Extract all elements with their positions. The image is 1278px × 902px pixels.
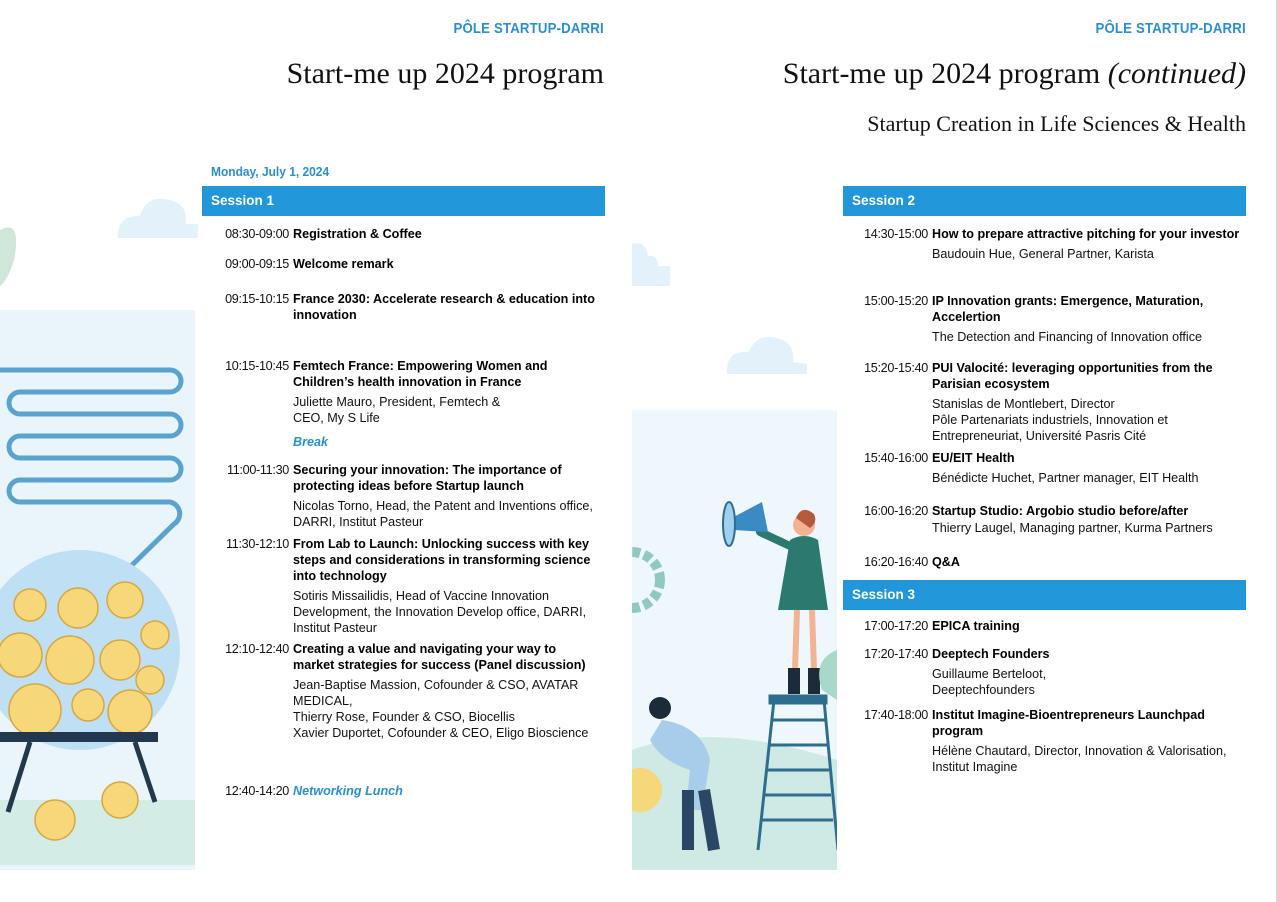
item-speaker: Guillaume Berteloot, Deeptechfounders	[932, 667, 1047, 697]
title-continued: (continued)	[1107, 57, 1246, 90]
item-time: 10:15-10:45	[225, 359, 289, 373]
page-title	[783, 57, 1246, 91]
page-subtitle: Startup Creation in Life Sciences & Health	[867, 111, 1246, 136]
item-time: 09:00-09:15	[225, 257, 289, 271]
cloud-icon	[727, 337, 807, 374]
brand-label: PÔLE STARTUP-DARRI	[1095, 20, 1246, 37]
item-time: 08:30-09:00	[225, 227, 289, 241]
item-time: 16:20-16:40	[864, 555, 928, 569]
item-title: Welcome remark	[293, 257, 394, 271]
item-title: Securing your innovation: The importance of protecting ideas before Startup launch	[293, 463, 562, 493]
item-speaker: Nicolas Torno, Head, the Patent and Inventions office, DARRI, Institut Pasteur	[293, 499, 593, 529]
item-time: 17:00-17:20	[864, 619, 928, 633]
item-title: EU/EIT Health	[932, 451, 1015, 465]
item-title: Startup Studio: Argobio studio before/after	[932, 504, 1189, 518]
item-title: How to prepare attractive pitching for your investor	[932, 227, 1240, 241]
leaf-icon	[0, 227, 16, 286]
item-title: Femtech France: Empowering Women and Children’s health innovation in France	[293, 359, 548, 389]
item-speaker: Hélène Chautard, Director, Innovation & Valorisation, Institut Imagine	[932, 744, 1227, 774]
session-1-header: Session 1	[202, 186, 605, 216]
item-time: 11:00-11:30	[226, 463, 289, 477]
item-time: 12:40-14:20	[225, 784, 289, 798]
item-time: 17:20-17:40	[864, 647, 928, 661]
lunch-label: Networking Lunch	[293, 784, 403, 798]
item-speaker: Thierry Laugel, Managing partner, Kurma Partners	[932, 521, 1213, 535]
program-date: Monday, July 1, 2024	[211, 164, 330, 179]
item-title: EPICA training	[932, 619, 1020, 633]
item-title: Registration & Coffee	[293, 227, 422, 241]
item-title: France 2030: Accelerate research & education into innovation	[293, 292, 595, 322]
cloud-icon	[118, 199, 198, 238]
right-page	[632, 0, 1278, 902]
item-time: 15:20-15:40	[864, 361, 928, 375]
item-time: 11:30-12:10	[226, 537, 289, 551]
item-time: 09:15-10:15	[225, 292, 289, 306]
item-speaker: Baudouin Hue, General Partner, Karista	[932, 247, 1154, 261]
left-page	[0, 0, 632, 902]
item-title: From Lab to Launch: Unlocking success with key steps and considerations in transforming science into technology	[293, 537, 591, 583]
item-time: 12:10-12:40	[225, 642, 289, 656]
cloud-icon	[632, 243, 670, 286]
item-speaker: The Detection and Financing of Innovation office	[932, 330, 1203, 344]
break-label: Break	[293, 435, 329, 449]
megaphone-illustration	[632, 230, 837, 870]
item-title: Deeptech Founders	[932, 647, 1050, 661]
session-2-header: Session 2	[843, 186, 1246, 216]
lightbulb-jar-illustration	[0, 160, 200, 870]
item-title: Creating a value and navigating your way to market strategies for success (Panel discussion)	[293, 642, 586, 672]
session-3-header: Session 3	[843, 580, 1246, 610]
item-title: IP Innovation grants: Emergence, Maturation, Accelertion	[932, 294, 1204, 324]
item-speaker: Juliette Mauro, President, Femtech & CEO, My S Life	[293, 395, 501, 425]
item-time: 15:40-16:00	[864, 451, 928, 465]
brand-label: PÔLE STARTUP-DARRI	[453, 20, 604, 37]
item-speaker: Sotiris Missailidis, Head of Vaccine Innovation Development, the Innovation Develop office, DARRI, Institut Pasteur	[293, 589, 587, 635]
item-speaker: Bénédicte Huchet, Partner manager, EIT Health	[932, 471, 1199, 485]
item-speaker: Stanislas de Montlebert, Director Pôle Partenariats industriels, Innovation et Entrepreneuriat, Université Pasris Cité	[932, 397, 1168, 443]
item-time: 15:00-15:20	[864, 294, 928, 308]
item-time: 17:40-18:00	[864, 708, 928, 722]
item-speaker: Jean-Baptise Massion, Cofounder & CSO, AVATAR MEDICAL, Thierry Rose, Founder & CSO, Biocellis Xavier Duportet, Cofounder & CEO, Eligo Bioscience	[293, 678, 589, 740]
item-time: 16:00-16:20	[864, 504, 928, 518]
title-main: Start-me up 2024 program	[782, 57, 1101, 90]
item-time: 14:30-15:00	[864, 227, 928, 241]
item-title: Q&A	[932, 555, 960, 569]
page-title: Start-me up 2024 program	[286, 57, 604, 90]
item-title: PUI Valocité: leveraging opportunities from the Parisian ecosystem	[932, 361, 1213, 391]
item-title: Institut Imagine-Bioentrepreneurs Launchpad program	[932, 708, 1205, 738]
